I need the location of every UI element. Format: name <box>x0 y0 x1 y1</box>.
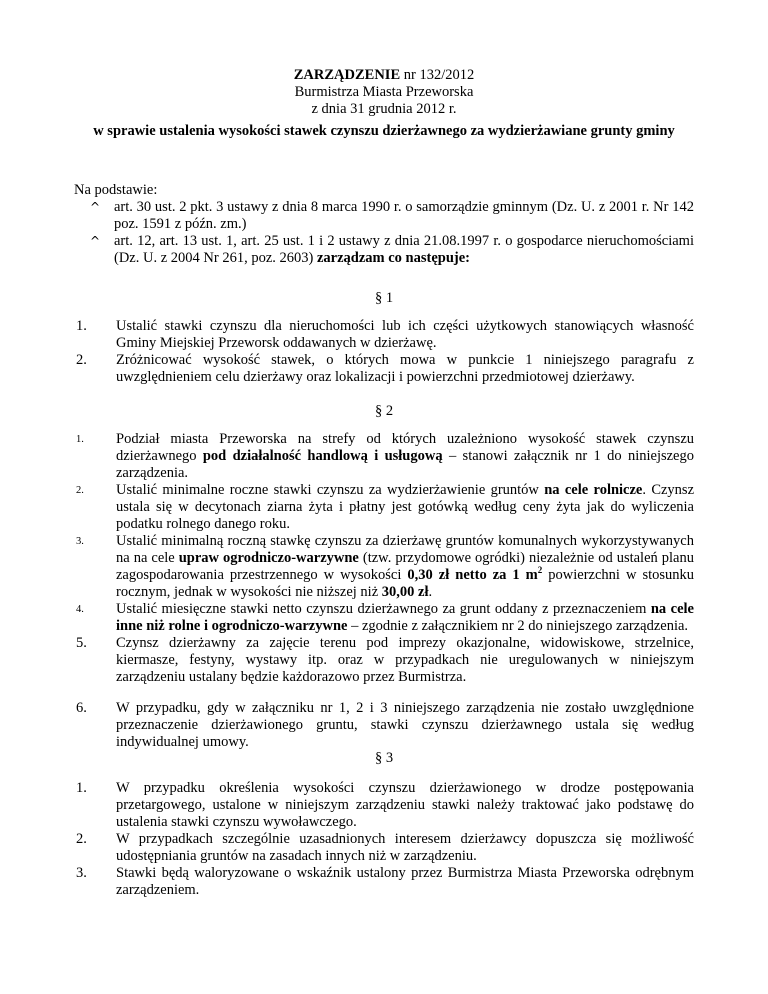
document-header <box>0 67 768 118</box>
section-mark-2: § 2 <box>374 403 394 419</box>
caret-bullet-icon: ^ <box>90 234 101 248</box>
section-1-list <box>76 318 694 386</box>
legal-basis-list <box>90 199 694 267</box>
document-subject: w sprawie ustalenia wysokości stawek czynszu dzierżawnego za wydzierżawiane grunty gminy <box>93 123 675 139</box>
list-item: 1. Ustalić stawki czynszu dla nieruchomości lub ich części użytkowych stanowiących własność Gminy Miejskiej Przeworsk oddawanych w dzierżawę. <box>76 318 694 351</box>
list-item: 5. Czynsz dzierżawny za zajęcie terenu pod imprezy okazjonalne, widowiskowe, strzelnice, kiermasze, festyny, wystawy itp. oraz w przypadkach nie uregulowanych w niniejszym zarządzeniu ustalany będzie każdorazowo przez Burmistrza. <box>76 635 694 685</box>
document-title: ZARZĄDZENIE nr 132/2012 <box>293 67 475 83</box>
document-issuer: Burmistrza Miasta Przeworska <box>294 84 474 100</box>
section-mark-1: § 1 <box>374 290 394 306</box>
legal-basis-label: Na podstawie: <box>74 182 158 198</box>
document-date: z dnia 31 grudnia 2012 r. <box>311 101 457 117</box>
list-item: 2. Ustalić minimalne roczne stawki czynszu za wydzierżawienie gruntów na cele rolnicze. Czynsz ustala się w decytonach ziarna żyta i płatny jest gotówką według ceny żyta jak do wyliczenia podatku rolnego danego roku. <box>76 482 695 532</box>
list-item: 4. Ustalić miesięczne stawki netto czynszu dzierżawnego za grunt oddany z przeznaczeniem na cele inne niż rolne i ogrodniczo-warzywne – zgodnie z załącznikiem nr 2 do niniejszego zarządzenia. <box>76 601 694 634</box>
section-3-list <box>76 780 694 899</box>
list-item: 3. Ustalić minimalną roczną stawkę czynszu za dzierżawę gruntów komunalnych wykorzystywanych na na cele upraw ogrodniczo-warzywne (tzw. przydomowe ogródki) niezależnie od ustaleń planu zagospodarowania przestrzennego w wysokości 0,30 zł netto za 1 $m^2$ powierzchni w stosunku rocznym, jednak w wysokości nie niższej niż 30,00 zł. <box>76 533 695 600</box>
list-item: 2. Zróżnicować wysokość stawek, o których mowa w punkcie 1 niniejszego paragrafu z uwzględnieniem celu dzierżawy oraz lokalizacji i powierzchni przedmiotowej dzierżawy. <box>76 352 694 385</box>
section-2-list <box>76 431 694 751</box>
list-item: 3. Stawki będą waloryzowane o wskaźnik ustalony przez Burmistrza Miasta Przeworska odrębnym zarządzeniem. <box>76 865 694 898</box>
legal-basis-item: ^ art. 30 ust. 2 pkt. 3 ustawy z dnia 8 marca 1990 r. o samorządzie gminnym (Dz. U. z 2001 r. Nr 142 poz. 1591 z późn. zm.) <box>90 199 694 232</box>
list-item: 6. W przypadku, gdy w załączniku nr 1, 2 i 3 niniejszego zarządzenia nie zostało uwzględnione przeznaczenie dzierżawionego gruntu, stawki czynszu dzierżawnego ustala się według indywidualnej umowy. <box>76 700 694 750</box>
legal-basis-item: ^ art. 12, art. 13 ust. 1, art. 25 ust. 1 i 2 ustawy z dnia 21.08.1997 r. o gospodarce nieruchomościami (Dz. U. z 2004 Nr 261, poz. 2603) zarządzam co następuje: <box>90 233 694 266</box>
section-mark-3: § 3 <box>374 750 394 766</box>
list-item: 2. W przypadkach szczególnie uzasadnionych interesem dzierżawcy dopuszcza się możliwość udostępniania gruntów na zasadach innych niż w zarządzeniu. <box>76 831 694 864</box>
caret-bullet-icon: ^ <box>90 200 101 214</box>
list-item: 1. W przypadku określenia wysokości czynszu dzierżawionego w drodze postępowania przetargowego, ustalone w niniejszym zarządzeniu stawki należy traktować jako podstawę do ustalenia stawki czynszu wywoławczego. <box>76 780 694 830</box>
list-item: 1. Podział miasta Przeworska na strefy od których uzależniono wysokość stawek czynszu dzierżawnego pod działalność handlową i usługową – stanowi załącznik nr 1 do niniejszego zarządzenia. <box>76 431 694 481</box>
